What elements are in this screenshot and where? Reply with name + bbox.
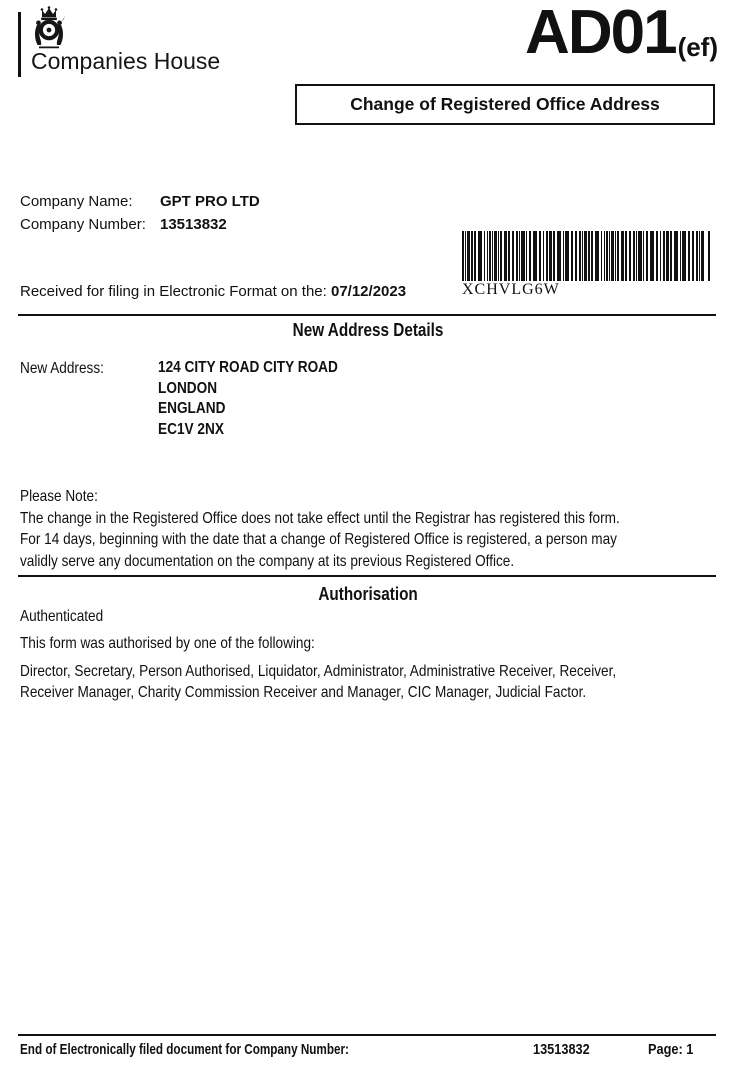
companies-house-logo-text: Companies House bbox=[31, 48, 221, 74]
company-number-row bbox=[20, 213, 260, 236]
roles-line: Receiver Manager, Charity Commission Receiver and Manager, CIC Manager, Judicial Factor. bbox=[20, 684, 587, 701]
footer-divider bbox=[18, 1034, 716, 1036]
company-name-row bbox=[20, 190, 260, 213]
footer-page-indicator: Page: 1 bbox=[648, 1041, 694, 1058]
footer-company-number: 13513832 bbox=[533, 1041, 590, 1058]
note-line: validly serve any documentation on the company at its previous Registered Office. bbox=[20, 552, 515, 570]
authorisation-intro: This form was authorised by one of the following: bbox=[20, 635, 315, 652]
received-for-filing-line bbox=[20, 283, 406, 300]
address-line: EC1V 2NX bbox=[158, 420, 224, 438]
roles-line: Director, Secretary, Person Authorised, Liquidator, Administrator, Administrative Receiver, Receiver, bbox=[20, 663, 617, 680]
company-name-value: GPT PRO LTD bbox=[160, 193, 260, 210]
received-date: 07/12/2023 bbox=[330, 283, 407, 300]
section-divider bbox=[18, 575, 716, 577]
received-label: Received for filing in Electronic Format on the: bbox=[20, 283, 331, 300]
form-code bbox=[525, 0, 718, 67]
form-code-main: AD01 bbox=[525, 0, 676, 67]
note-line: For 14 days, beginning with the date that a change of Registered Office is registered, a person may bbox=[20, 531, 617, 548]
barcode-code-text: XCHVLG6W bbox=[462, 281, 560, 298]
logo-divider-bar bbox=[18, 12, 21, 77]
authorisation-section-title: Authorisation bbox=[318, 584, 418, 604]
new-address-label: New Address: bbox=[20, 360, 104, 377]
new-address-value bbox=[158, 358, 362, 440]
authenticated-status: Authenticated bbox=[20, 608, 104, 625]
company-name-label: Company Name: bbox=[20, 193, 133, 210]
form-title: Change of Registered Office Address bbox=[350, 94, 660, 114]
company-number-label: Company Number: bbox=[20, 216, 146, 233]
barcode bbox=[462, 231, 710, 281]
address-line: ENGLAND bbox=[158, 400, 226, 417]
footer-end-label: End of Electronically filed document for Company Number: bbox=[20, 1041, 349, 1058]
royal-crest-icon bbox=[29, 5, 69, 49]
company-details bbox=[20, 190, 260, 236]
please-note-block bbox=[20, 486, 726, 572]
note-line: The change in the Registered Office does not take effect until the Registrar has registered this form. bbox=[20, 509, 620, 527]
section-divider bbox=[18, 314, 716, 316]
form-title-box bbox=[295, 84, 715, 125]
new-address-section-title: New Address Details bbox=[292, 320, 444, 340]
address-line: LONDON bbox=[158, 379, 218, 397]
please-note-label: Please Note: bbox=[20, 488, 98, 505]
form-code-suffix: (ef) bbox=[677, 32, 718, 62]
address-line: 124 CITY ROAD CITY ROAD bbox=[158, 359, 338, 376]
authorisation-roles bbox=[20, 661, 721, 703]
company-number-value: 13513832 bbox=[160, 216, 227, 233]
